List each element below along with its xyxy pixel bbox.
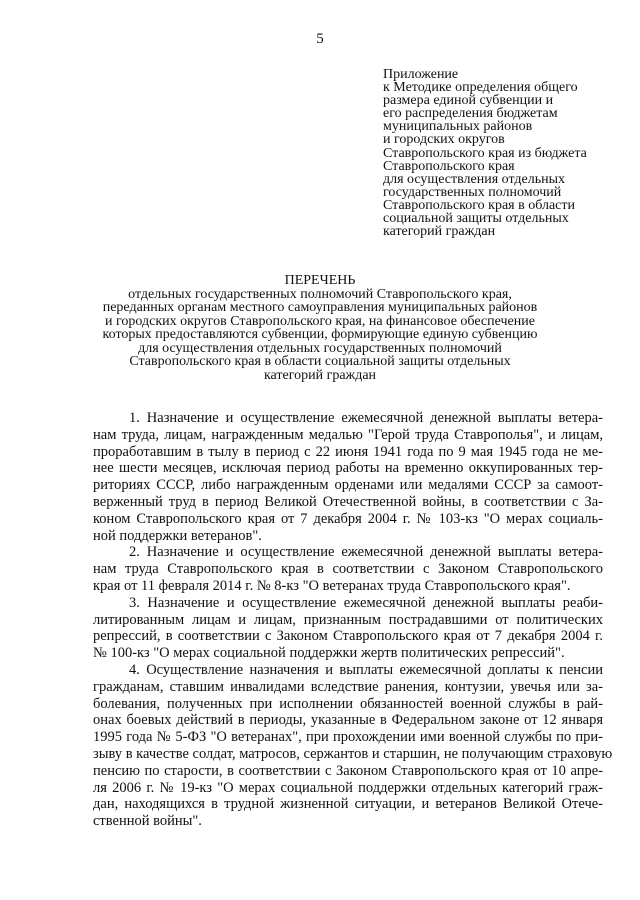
text-line: № 100-кз "О мерах социальной поддержки жертв политических репрессий". xyxy=(93,645,565,662)
appendix-line: для осуществления отдельных xyxy=(383,171,566,187)
text-line: ной поддержки ветеранов". xyxy=(93,527,262,544)
title-line: которых предоставляются субвенции, формирующие единую субвенцию xyxy=(102,327,538,342)
appendix-line: Приложение xyxy=(383,67,459,82)
appendix-line: категорий граждан xyxy=(383,224,496,240)
text-line: края от 11 февраля 2014 г. № 8-кз "О ветеранах труда Ставропольского края". xyxy=(93,577,571,594)
appendix-line: социальной защиты отдельных xyxy=(383,211,569,227)
text-line: верженный труд в период Великой Отечественной войны, в соответствии с За- xyxy=(93,493,603,510)
text-line: пенсию по старости, в соответствии с Законом Ставропольского края от 10 апре- xyxy=(93,762,603,779)
paragraph-3 xyxy=(93,595,603,662)
text-line: ственной войны". xyxy=(93,813,202,830)
appendix-line: и городских округов xyxy=(383,132,505,148)
title-line: для осуществления отдельных государственных полномочий xyxy=(138,340,502,356)
text-line: ля 2006 г. № 19-кз "О мерах социальной поддержки отдельных категорий граж- xyxy=(93,779,603,796)
title-line: переданных органам местного самоуправления муниципальных районов xyxy=(102,300,538,315)
title-line: отдельных государственных полномочий Ставропольского края, xyxy=(128,286,512,302)
text-line: 4. Осуществление назначения и выплаты ежемесячной доплаты к пенсии xyxy=(129,661,603,678)
text-line: проработавшим в тылу в период с 22 июня 1941 года по 9 мая 1945 года не ме- xyxy=(93,443,603,460)
text-line: 1995 года № 5-ФЗ "О ветеранах", при прохождении ими военной службы по при- xyxy=(93,729,603,746)
text-line: репрессий, в соответствии с Законом Ставропольского края от 7 декабря 2004 г. xyxy=(93,628,603,645)
title-line: Ставропольского края в области социальной защиты отдельных xyxy=(129,354,511,369)
text-line: нам труда Ставропольского края в соответствии с Законом Ставропольского xyxy=(93,561,603,578)
paragraph-4 xyxy=(93,661,613,830)
text-line: онах боевых действий в периоды, указанные в Федеральном законе от 12 января xyxy=(93,712,603,729)
appendix-line: государственных полномочий xyxy=(383,184,562,200)
appendix-line: Ставропольского края xyxy=(383,158,515,174)
title-line: и городских округов Ставропольского края, на финансовое обеспечение xyxy=(105,313,535,329)
text-line: 2. Назначение и осуществление ежемесячной денежной выплаты ветера- xyxy=(129,544,603,561)
text-line: риториях СССР, либо награжденным орденами или медалями СССР за самоот- xyxy=(93,477,603,494)
text-line: зыву в качестве солдат, матросов, сержантов и старшин, не получающим страховую xyxy=(93,745,613,762)
paragraph-2 xyxy=(93,544,603,594)
body-text xyxy=(93,410,613,830)
appendix-line: Ставропольского края из бюджета xyxy=(383,145,587,161)
appendix-line: муниципальных районов xyxy=(383,119,533,135)
appendix-line: его распределения бюджетам xyxy=(383,106,558,122)
title-line: категорий граждан xyxy=(263,367,377,383)
text-line: 3. Назначение и осуществление ежемесячной денежной выплаты реаби- xyxy=(129,594,603,611)
appendix-line: размера единой субвенции и xyxy=(383,93,554,109)
text-line: дан, находящихся в трудной жизненной ситуации, и ветеранов Великой Отече- xyxy=(93,796,603,813)
text-line: коном Ставропольского края от 7 декабря 2004 г. № 103-кз "О мерах социаль- xyxy=(93,510,603,527)
page-number: 5 xyxy=(316,31,324,47)
appendix-note xyxy=(383,68,623,238)
appendix-line: Ставропольского края в области xyxy=(383,197,576,213)
title-heading: ПЕРЕЧЕНЬ xyxy=(284,273,356,288)
text-line: нее шести месяцев, исключая период работы на временно оккупированных тер- xyxy=(93,460,603,477)
appendix-line: к Методике определения общего xyxy=(383,80,578,96)
text-line: нам труда, лицам, награжденным медалью "Герой труда Ставрополья", и лицам, xyxy=(93,426,603,443)
text-line: гражданам, ставшим инвалидами вследствие ранения, контузии, увечья или за- xyxy=(93,678,603,695)
document-title xyxy=(0,274,640,382)
paragraph-1 xyxy=(93,410,603,544)
text-line: литированным лицам и лицам, признанным пострадавшими от политических xyxy=(93,611,603,628)
text-line: болевания, полученных при исполнении обязанностей военной службы в рай- xyxy=(93,695,603,712)
text-line: 1. Назначение и осуществление ежемесячной денежной выплаты ветера- xyxy=(129,410,603,426)
